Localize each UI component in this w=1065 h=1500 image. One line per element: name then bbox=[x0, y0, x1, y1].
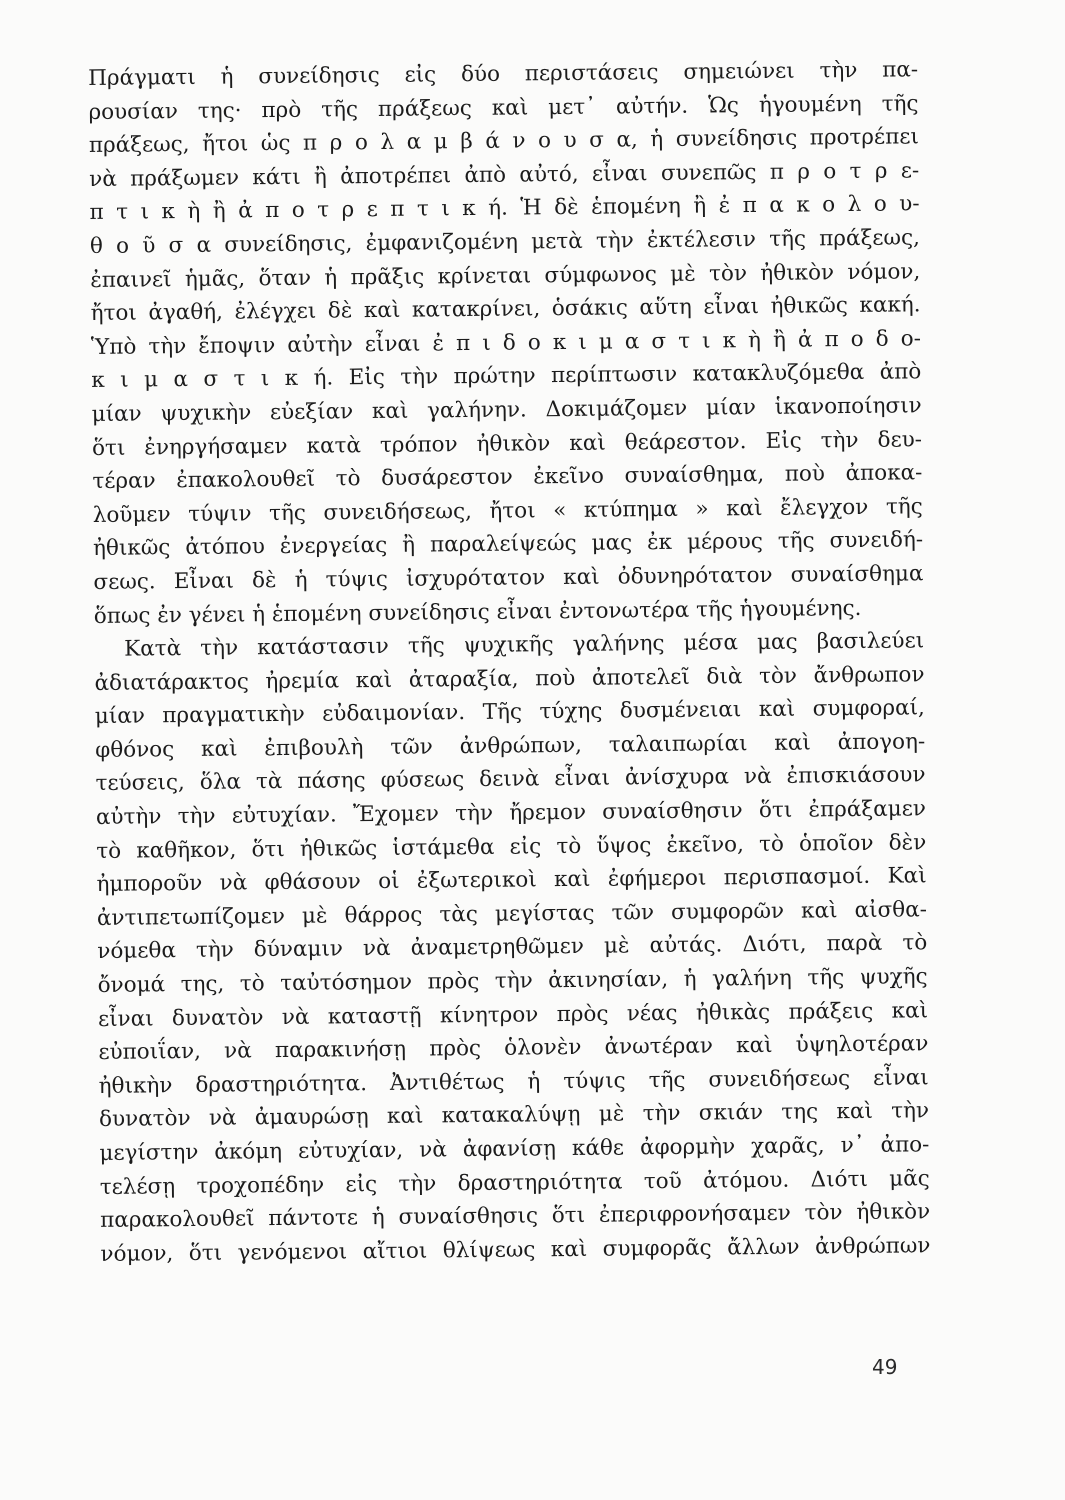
text-line: Πράγματι ἡ συνείδησις εἰς δύο περιστάσεις σημειώνει τὴν πα- bbox=[88, 57, 919, 91]
text-line: εἶναι δυνατὸν νὰ καταστῇ κίνητρον πρὸς νέας ἠθικὰς πράξεις καὶ bbox=[97, 997, 929, 1032]
text-line: ἠθικὴν δραστηριότητα. Ἀντιθέτως ἡ τύψις τῆς συνειδήσεως εἶναι bbox=[98, 1065, 929, 1099]
text-line: Ὑπὸ τὴν ἔποψιν αὐτὴν εἶναι ἐ π ι δ ο κ ι μ α σ τ ι κ ὴ ἢ ἀ π ο δ ο- bbox=[90, 326, 922, 360]
text-line: μεγίστην ἀκόμη εὐτυχίαν, νὰ ἀφανίσῃ κάθε ἀφορμὴν χαρᾶς, ν᾽ ἀπο- bbox=[99, 1132, 930, 1166]
text-line: θ ο ῦ σ α συνείδησις, ἐμφανιζομένη μετὰ τὴν ἐκτέλεσιν τῆς πράξεως, bbox=[89, 225, 921, 259]
text-line: κ ι μ α σ τ ι κ ή. Εἰς τὴν πρώτην περίπτωσιν κατακλυζόμεθα ἀπὸ bbox=[91, 359, 922, 394]
text-line: ὅτι ἐνηργήσαμεν κατὰ τρόπον ἠθικὸν καὶ θεάρεστον. Εἰς τὴν δευ- bbox=[91, 426, 923, 461]
text-line: ἐπαινεῖ ἡμᾶς, ὅταν ἡ πρᾶξις κρίνεται σύμφωνος μὲ τὸν ἠθικὸν νόμον, bbox=[90, 258, 921, 293]
text-line: νόμεθα τὴν δύναμιν νὰ ἀναμετρηθῶμεν μὲ αὐτάς. Διότι, παρὰ τὸ bbox=[97, 930, 928, 965]
text-line: νὰ πράξωμεν κάτι ἢ ἀποτρέπει ἀπὸ αὐτό, εἶναι συνεπῶς π ρ ο τ ρ ε- bbox=[89, 158, 920, 192]
body-text bbox=[88, 53, 931, 1271]
text-line: σεως. Εἶναι δὲ ἡ τύψις ἰσχυρότατον καὶ ὀδυνηρότατον συναίσθημα bbox=[93, 561, 924, 595]
text-line: ἤτοι ἀγαθή, ἐλέγχει δὲ καὶ κατακρίνει, ὁσάκις αὕτη εἶναι ἠθικῶς κακή. bbox=[90, 292, 921, 327]
text-line: παρακολουθεῖ πάντοτε ἡ συναίσθησις ὅτι ἐπεριφρονήσαμεν τὸν ἠθικὸν bbox=[100, 1199, 931, 1234]
text-line: ὄνομά της, τὸ ταὐτόσημον πρὸς τὴν ἀκινησίαν, ἡ γαλήνη τῆς ψυχῆς bbox=[97, 964, 928, 998]
text-line: ἀντιπετωπίζομεν μὲ θάρρος τὰς μεγίστας τῶν συμφορῶν καὶ αἰσθα- bbox=[96, 897, 928, 931]
text-line: φθόνος καὶ ἐπιβουλὴ τῶν ἀνθρώπων, ταλαιπωρίαι καὶ ἀπογοη- bbox=[95, 729, 926, 763]
text-line: πράξεως, ἤτοι ὡς π ρ ο λ α μ β ά ν ο υ σ α, ἡ συνείδησις προτρέπει bbox=[88, 124, 919, 159]
text-line: αὐτὴν τὴν εὐτυχίαν. Ἔχομεν τὴν ἤρεμον συναίσθησιν ὅτι ἐπράξαμεν bbox=[95, 796, 926, 831]
text-line: τέραν ἐπακολουθεῖ τὸ δυσάρεστον ἐκεῖνο συναίσθημα, ποὺ ἀποκα- bbox=[92, 460, 923, 495]
text-line: νόμον, ὅτι γενόμενοι αἴτιοι θλίψεως καὶ συμφορᾶς ἄλλων ἀνθρώπων bbox=[100, 1233, 931, 1267]
text-line: ἠμποροῦν νὰ φθάσουν οἱ ἐξωτερικοὶ καὶ ἐφήμεροι περισπασμοί. Καὶ bbox=[96, 863, 927, 898]
text-line: μίαν ψυχικὴν εὐεξίαν καὶ γαλήνην. Δοκιμάζομεν μίαν ἱκανοποίησιν bbox=[91, 393, 922, 427]
text-line: τελέσῃ τροχοπέδην εἰς τὴν δραστηριότητα τοῦ ἀτόμου. Διότι μᾶς bbox=[99, 1165, 930, 1200]
text-line: π τ ι κ ὴ ἢ ἀ π ο τ ρ ε π τ ι κ ή. Ἡ δὲ ἑπομένη ἢ ἐ π α κ ο λ ο υ- bbox=[89, 191, 920, 226]
text-line: ἠθικῶς ἀτόπου ἐνεργείας ἢ παραλείψεώς μας ἐκ μέρους τῆς συνειδή- bbox=[92, 527, 924, 562]
text-line: τεύσεις, ὅλα τὰ πάσης φύσεως δεινὰ εἶναι ἀνίσχυρα νὰ ἐπισκιάσουν bbox=[95, 762, 926, 797]
text-line: δυνατὸν νὰ ἀμαυρώσῃ καὶ κατακαλύψῃ μὲ τὴν σκιάν της καὶ τὴν bbox=[98, 1098, 930, 1133]
text-line: ρουσίαν της· πρὸ τῆς πράξεως καὶ μετ᾽ αὐτήν. Ὡς ἡγουμένη τῆς bbox=[88, 90, 919, 125]
text-line: λοῦμεν τύψιν τῆς συνειδήσεως, ἤτοι « κτύπημα » καὶ ἔλεγχον τῆς bbox=[92, 494, 923, 528]
text-line-paragraph-start: Κατὰ τὴν κατάστασιν τῆς ψυχικῆς γαλήνης μέσα μας βασιλεύει bbox=[124, 628, 925, 662]
page-number: 49 bbox=[872, 1355, 898, 1379]
text-line: ἀδιατάρακτος ἠρεμία καὶ ἀταραξία, ποὺ ἀποτελεῖ διὰ τὸν ἄνθρωπον bbox=[94, 661, 925, 696]
text-line: εὐποιΐαν, νὰ παρακινήσῃ πρὸς ὁλονὲν ἀνωτέραν καὶ ὑψηλοτέραν bbox=[98, 1031, 929, 1066]
text-line: τὸ καθῆκον, ὅτι ἠθικῶς ἱστάμεθα εἰς τὸ ὕψος ἐκεῖνο, τὸ ὁποῖον δὲν bbox=[96, 829, 927, 864]
text-line: μίαν πραγματικὴν εὐδαιμονίαν. Τῆς τύχης δυσμένειαι καὶ συμφοραί, bbox=[94, 695, 925, 730]
text-line: ὅπως ἐν γένει ἡ ἑπομένη συνείδησις εἶναι ἐντονωτέρα τῆς ἡγουμένης. bbox=[93, 595, 862, 629]
